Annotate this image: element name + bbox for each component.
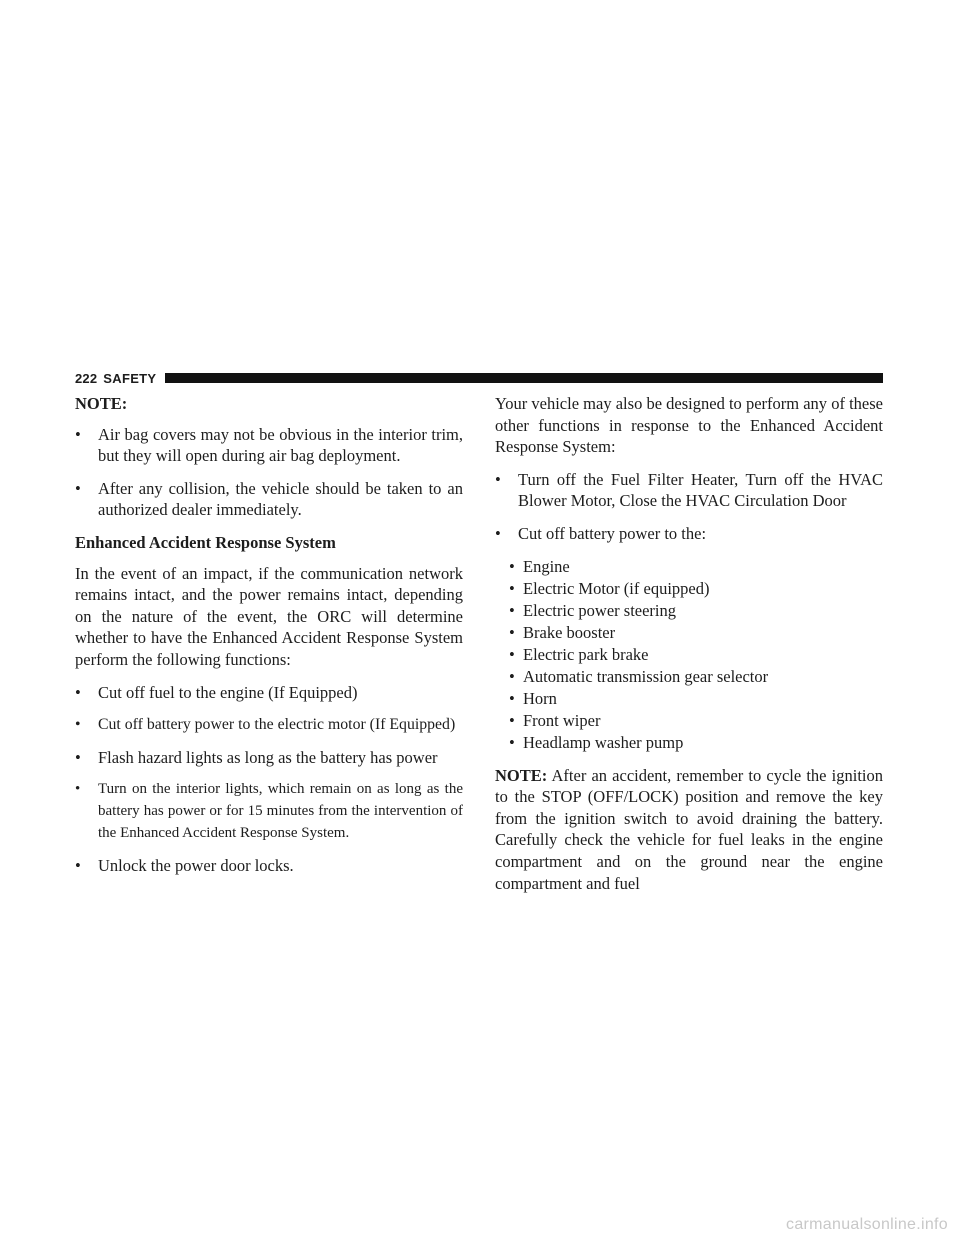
battery-cutoff-label: • Cut off battery power to the: [518, 523, 707, 543]
note-label: NOTE: [495, 765, 548, 785]
battery-cutoff-item: • Electric park brake [509, 644, 883, 666]
function-item: • Unlock the power door locks. [75, 855, 463, 877]
battery-cutoff-item: • Automatic transmission gear selector [509, 666, 883, 688]
function-item: • Cut off battery power to the electric motor (If Equipped) [75, 714, 463, 736]
intro-paragraph: Your vehicle may also be designed to perform any of these other functions in response to the Enhanced Accident Response System: [495, 394, 883, 457]
other-function-item [495, 523, 883, 545]
other-function-item: • Turn off the Fuel Filter Heater, Turn off the HVAC Blower Motor, Close the HVAC Circulation Door [495, 469, 883, 512]
header-rule [165, 373, 883, 383]
note-text: After an accident, remember to cycle the ignition to the STOP (OFF/LOCK) position and remove the key from the ignition switch to avoid draining the battery. Carefully check the vehicle for fuel leaks in the engine compartment and on the ground near the engine compartment and fuel [495, 765, 883, 893]
other-function-list [495, 469, 883, 545]
battery-cutoff-item: • Electric power steering [509, 600, 883, 622]
page-number: 222 [75, 370, 98, 386]
function-list [75, 682, 463, 877]
battery-cutoff-item: • Horn [509, 688, 883, 710]
function-item: • Cut off fuel to the engine (If Equipped) [75, 682, 463, 704]
battery-cutoff-sublist [509, 556, 883, 754]
battery-cutoff-sublist-wrap [509, 556, 883, 754]
battery-cutoff-item: • Brake booster [509, 622, 883, 644]
function-item: • Flash hazard lights as long as the battery has power [75, 747, 463, 769]
section-subheading: Enhanced Accident Response System [75, 532, 336, 552]
note-label: NOTE: [75, 394, 128, 413]
watermark: carmanualsonline.info [786, 1216, 948, 1233]
function-item: • Turn on the interior lights, which remain on as long as the battery has power or for 15 minutes from the intervention of the Enhanced Accident Response System. [75, 779, 463, 844]
page-header [75, 371, 883, 385]
intro-paragraph: In the event of an impact, if the communication network remains intact, and the power remains intact, depending on the nature of the event, the ORC will determine whether to have the Enhanced Accident Response System perform the following functions: [75, 563, 463, 669]
battery-cutoff-item: • Electric Motor (if equipped) [509, 578, 883, 600]
battery-cutoff-item: • Headlamp washer pump [509, 732, 883, 754]
left-column [75, 393, 463, 888]
note-bullet: • Air bag covers may not be obvious in the interior trim, but they will open during air bag deployment. [75, 424, 463, 467]
section-title: SAFETY [103, 370, 157, 386]
note-bullet-list [75, 424, 463, 521]
right-column [495, 393, 883, 905]
note-bullet: • After any collision, the vehicle should be taken to an authorized dealer immediately. [75, 478, 463, 521]
note-paragraph [495, 765, 883, 895]
battery-cutoff-item: • Front wiper [509, 710, 883, 732]
battery-cutoff-item: • Engine [509, 556, 883, 578]
